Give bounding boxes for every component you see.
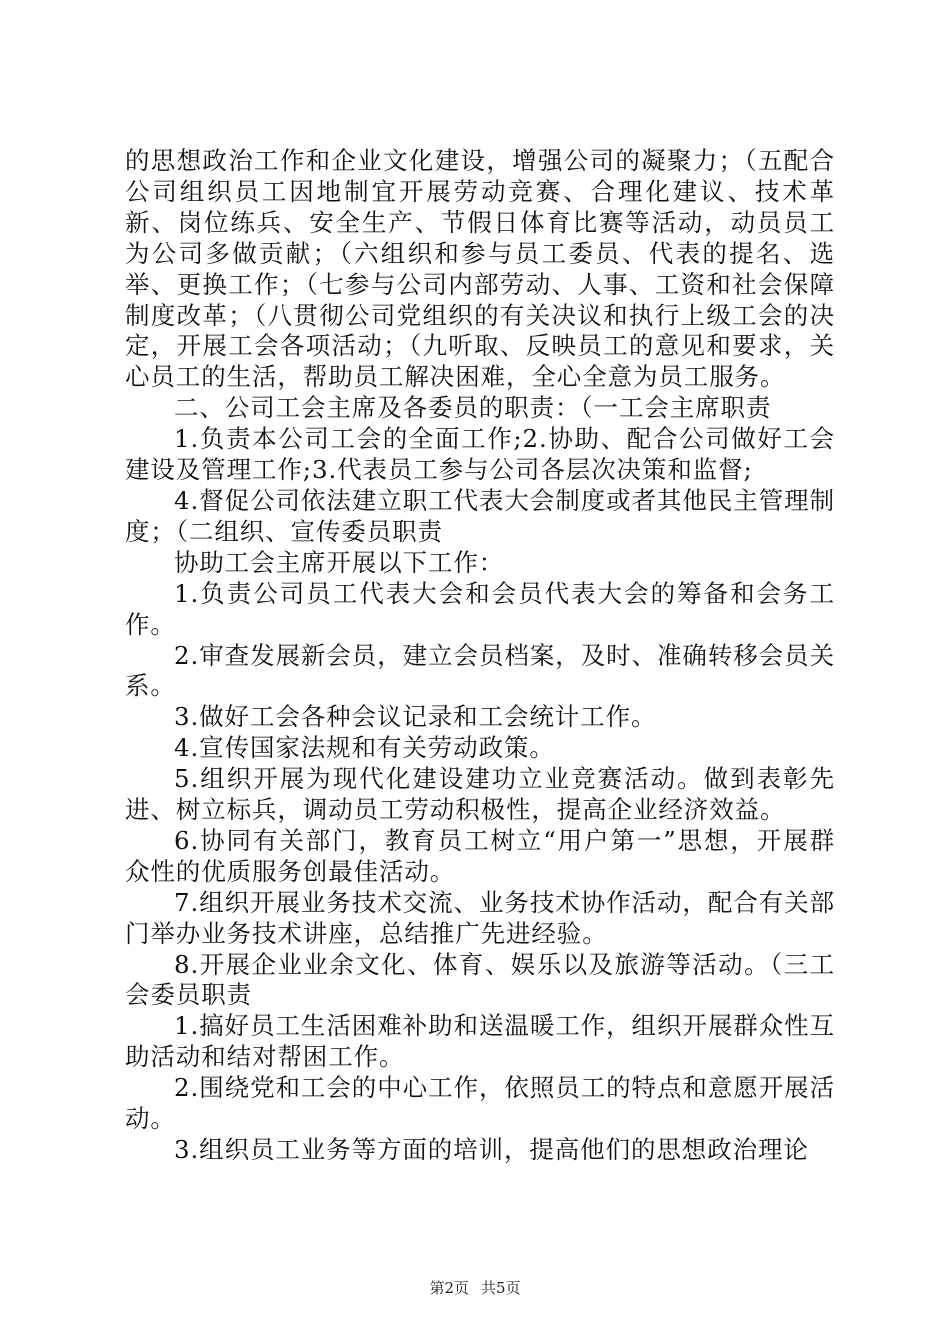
paragraph-6: 1.负责公司员工代表大会和会员代表大会的筹备和会务工作。	[125, 578, 835, 639]
paragraph-4: 4.督促公司依法建立职工代表大会制度或者其他民主管理制度；（二组织、宣传委员职责	[125, 485, 835, 546]
paragraph-12: 7.组织开展业务技术交流、业务技术协作活动，配合有关部门举办业务技术讲座，总结推广先进经验。	[125, 887, 835, 948]
document-body	[125, 146, 835, 1166]
paragraph-7: 2.审查发展新会员，建立会员档案，及时、准确转移会员关系。	[125, 640, 835, 701]
paragraph-10: 5.组织开展为现代化建设建功立业竞赛活动。做到表彰先进、树立标兵，调动员工劳动积极性，提高企业经济效益。	[125, 764, 835, 825]
paragraph-13: 8.开展企业业余文化、体育、娱乐以及旅游等活动。（三工会委员职责	[125, 949, 835, 1010]
paragraph-15: 2.围绕党和工会的中心工作，依照员工的特点和意愿开展活动。	[125, 1073, 835, 1134]
paragraph-8: 3.做好工会各种会议记录和工会统计工作。	[174, 702, 657, 732]
paragraph-5: 协助工会主席开展以下工作：	[174, 547, 505, 577]
page-total: 共5页	[481, 1279, 521, 1297]
paragraph-3: 1.负责本公司工会的全面工作;2.协助、配合公司做好工会建设及管理工作;3.代表员工参与公司各层次决策和监督;	[125, 424, 835, 485]
paragraph-9: 4.宣传国家法规和有关劳动政策。	[174, 733, 555, 763]
page-number: 第2页	[429, 1279, 469, 1297]
paragraph-1: 的思想政治工作和企业文化建设，增强公司的凝聚力；（五配合公司组织员工因地制宜开展劳动竞赛、合理化建议、技术革新、岗位练兵、安全生产、节假日体育比赛等活动，动员员工为公司多做贡献；（六组织和参与员工委员、代表的提名、选举、更换工作；（七参与公司内部劳动、人事、工资和社会保障制度改革；（八贯彻公司党组织的有关决议和执行上级工会的决定，开展工会各项活动；（九听取、反映员工的意见和要求，关心员工的生活，帮助员工解决困难，全心全意为员工服务。	[125, 146, 835, 392]
paragraph-11: 6.协同有关部门，教育员工树立“用户第一”思想，开展群众性的优质服务创最佳活动。	[125, 825, 835, 886]
paragraph-14: 1.搞好员工生活困难补助和送温暖工作，组织开展群众性互助活动和结对帮困工作。	[125, 1011, 835, 1072]
paragraph-16: 3.组织员工业务等方面的培训，提高他们的思想政治理论	[174, 1135, 809, 1164]
page-footer	[0, 1278, 950, 1298]
paragraph-2: 二、公司工会主席及各委员的职责：（一工会主席职责	[174, 393, 772, 423]
